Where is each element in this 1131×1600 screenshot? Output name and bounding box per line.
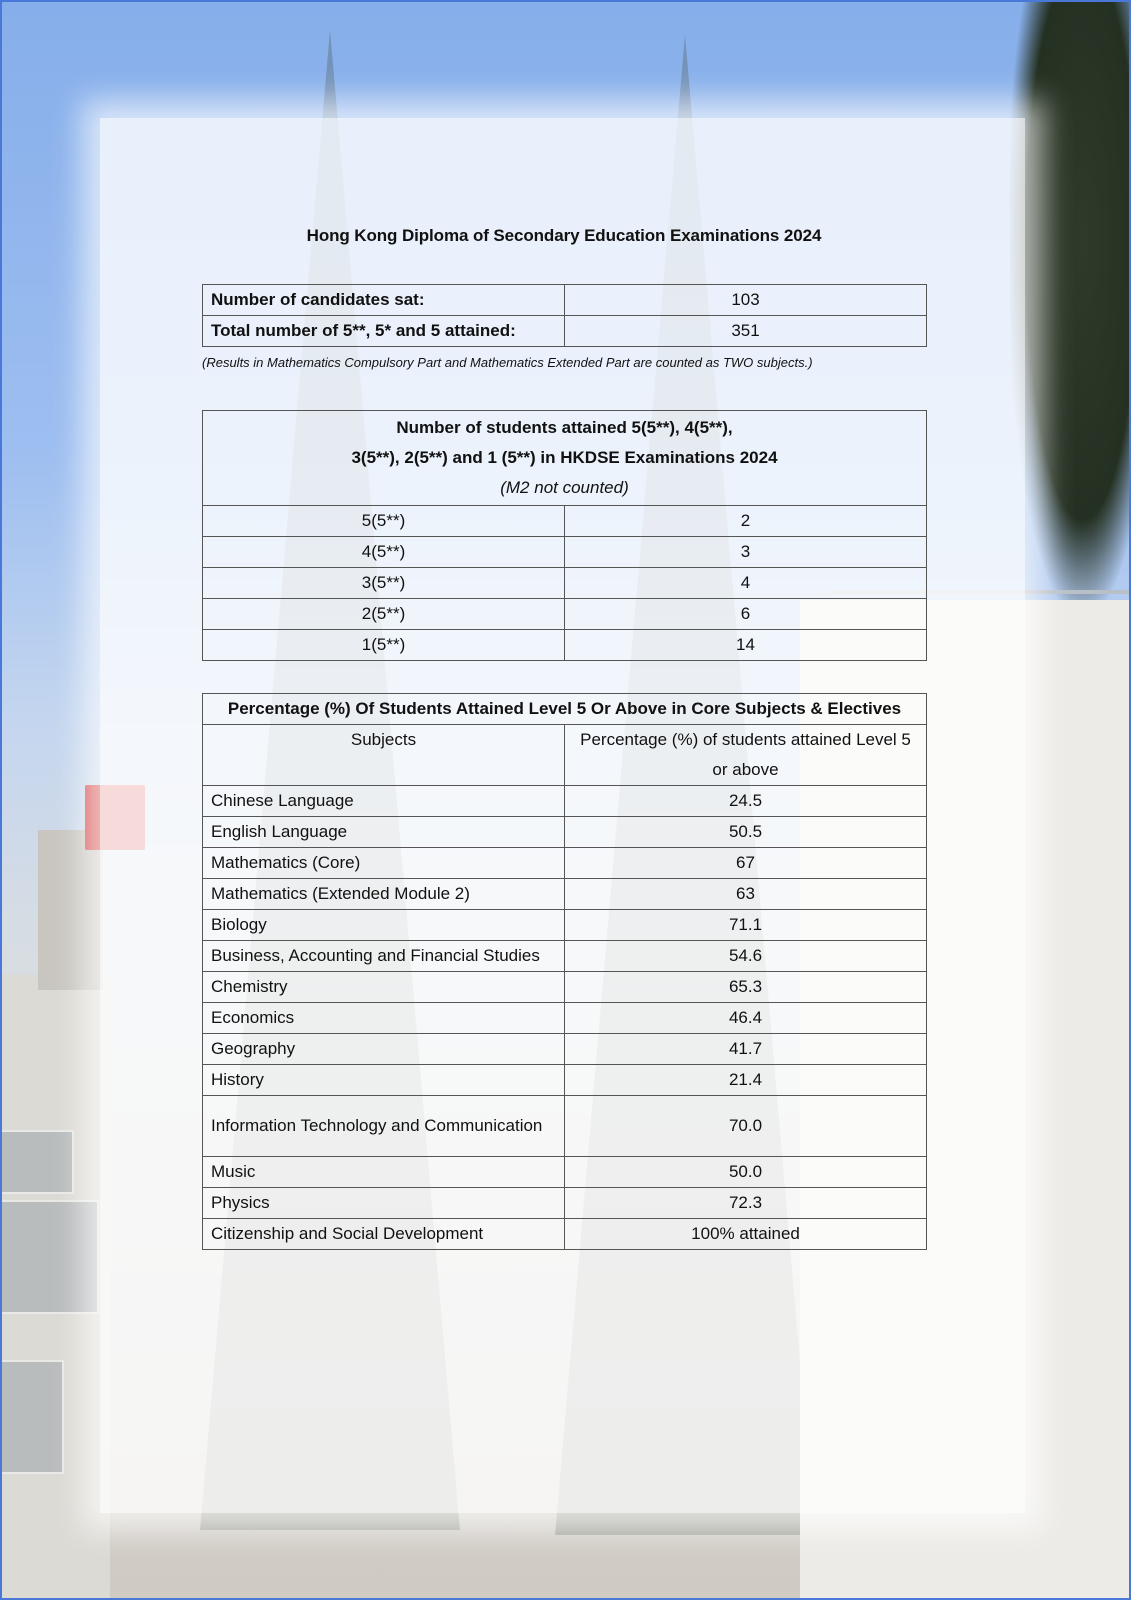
residential-tower — [38, 830, 103, 990]
table-row — [203, 285, 927, 316]
grade-count: 3 — [565, 537, 927, 568]
total-grades-value: 351 — [565, 316, 927, 347]
table-header-row — [203, 725, 927, 786]
table-row — [203, 1034, 927, 1065]
total-grades-label: Total number of 5**, 5* and 5 attained: — [203, 316, 565, 347]
tree-foliage-right — [1010, 0, 1131, 600]
grade-label: 5(5**) — [203, 506, 565, 537]
subject-name: Chemistry — [203, 972, 565, 1003]
table-row — [203, 879, 927, 910]
subject-name: Citizenship and Social Development — [203, 1219, 565, 1250]
subject-percentage: 46.4 — [565, 1003, 927, 1034]
subject-percentage: 41.7 — [565, 1034, 927, 1065]
subject-percentage: 50.5 — [565, 817, 927, 848]
subject-percentage: 50.0 — [565, 1157, 927, 1188]
column-header-subjects: Subjects — [203, 725, 565, 786]
table-row — [203, 599, 927, 630]
summary-footnote: (Results in Mathematics Compulsory Part and Mathematics Extended Part are counted as TWO subjects.) — [202, 355, 813, 370]
grade-count: 6 — [565, 599, 927, 630]
table-row — [203, 1188, 927, 1219]
table-row — [203, 786, 927, 817]
percentage-table-title: Percentage (%) Of Students Attained Level 5 Or Above in Core Subjects & Electives — [203, 694, 927, 725]
table-row — [203, 537, 927, 568]
table-row — [203, 1096, 927, 1157]
window — [0, 1360, 64, 1474]
subject-percentage-table — [202, 693, 927, 1250]
heading-note: (M2 not counted) — [500, 478, 629, 497]
table-header-row — [203, 411, 927, 506]
column-header-percentage: Percentage (%) of students attained Level 5 or above — [565, 725, 927, 786]
table-row — [203, 630, 927, 661]
table-row — [203, 1157, 927, 1188]
top-grade-table-heading — [203, 411, 927, 506]
table-row — [203, 568, 927, 599]
table-title-row — [203, 694, 927, 725]
subject-name: English Language — [203, 817, 565, 848]
window — [0, 1200, 99, 1314]
heading-line-2: 3(5**), 2(5**) and 1 (5**) in HKDSE Examinations 2024 — [351, 448, 778, 467]
subject-name: Economics — [203, 1003, 565, 1034]
table-row — [203, 1065, 927, 1096]
subject-name: Chinese Language — [203, 786, 565, 817]
summary-table — [202, 284, 927, 347]
subject-name: Mathematics (Extended Module 2) — [203, 879, 565, 910]
table-row — [203, 1003, 927, 1034]
subject-percentage: 24.5 — [565, 786, 927, 817]
subject-percentage: 21.4 — [565, 1065, 927, 1096]
subject-name: Music — [203, 1157, 565, 1188]
window — [0, 1130, 74, 1194]
heading-line-1: Number of students attained 5(5**), 4(5**), — [396, 418, 733, 437]
grade-count: 2 — [565, 506, 927, 537]
subject-name: History — [203, 1065, 565, 1096]
table-row — [203, 506, 927, 537]
subject-name: Mathematics (Core) — [203, 848, 565, 879]
grade-label: 1(5**) — [203, 630, 565, 661]
table-row — [203, 941, 927, 972]
candidates-label: Number of candidates sat: — [203, 285, 565, 316]
subject-percentage: 65.3 — [565, 972, 927, 1003]
table-row — [203, 316, 927, 347]
subject-name: Information Technology and Communication — [203, 1096, 565, 1157]
table-row — [203, 817, 927, 848]
subject-name: Biology — [203, 910, 565, 941]
grade-count: 4 — [565, 568, 927, 599]
table-row — [203, 910, 927, 941]
subject-percentage: 63 — [565, 879, 927, 910]
subject-name: Geography — [203, 1034, 565, 1065]
subject-percentage: 71.1 — [565, 910, 927, 941]
subject-percentage: 70.0 — [565, 1096, 927, 1157]
grade-label: 2(5**) — [203, 599, 565, 630]
subject-name: Physics — [203, 1188, 565, 1219]
candidates-value: 103 — [565, 285, 927, 316]
subject-percentage: 54.6 — [565, 941, 927, 972]
grade-label: 3(5**) — [203, 568, 565, 599]
table-row — [203, 972, 927, 1003]
subject-name: Business, Accounting and Financial Studies — [203, 941, 565, 972]
document-title: Hong Kong Diploma of Secondary Education Examinations 2024 — [306, 226, 822, 245]
grade-label: 4(5**) — [203, 537, 565, 568]
subject-percentage: 72.3 — [565, 1188, 927, 1219]
subject-percentage: 67 — [565, 848, 927, 879]
top-grade-count-table — [202, 410, 927, 661]
grade-count: 14 — [565, 630, 927, 661]
subject-percentage: 100% attained — [565, 1219, 927, 1250]
table-row — [203, 848, 927, 879]
table-row — [203, 1219, 927, 1250]
